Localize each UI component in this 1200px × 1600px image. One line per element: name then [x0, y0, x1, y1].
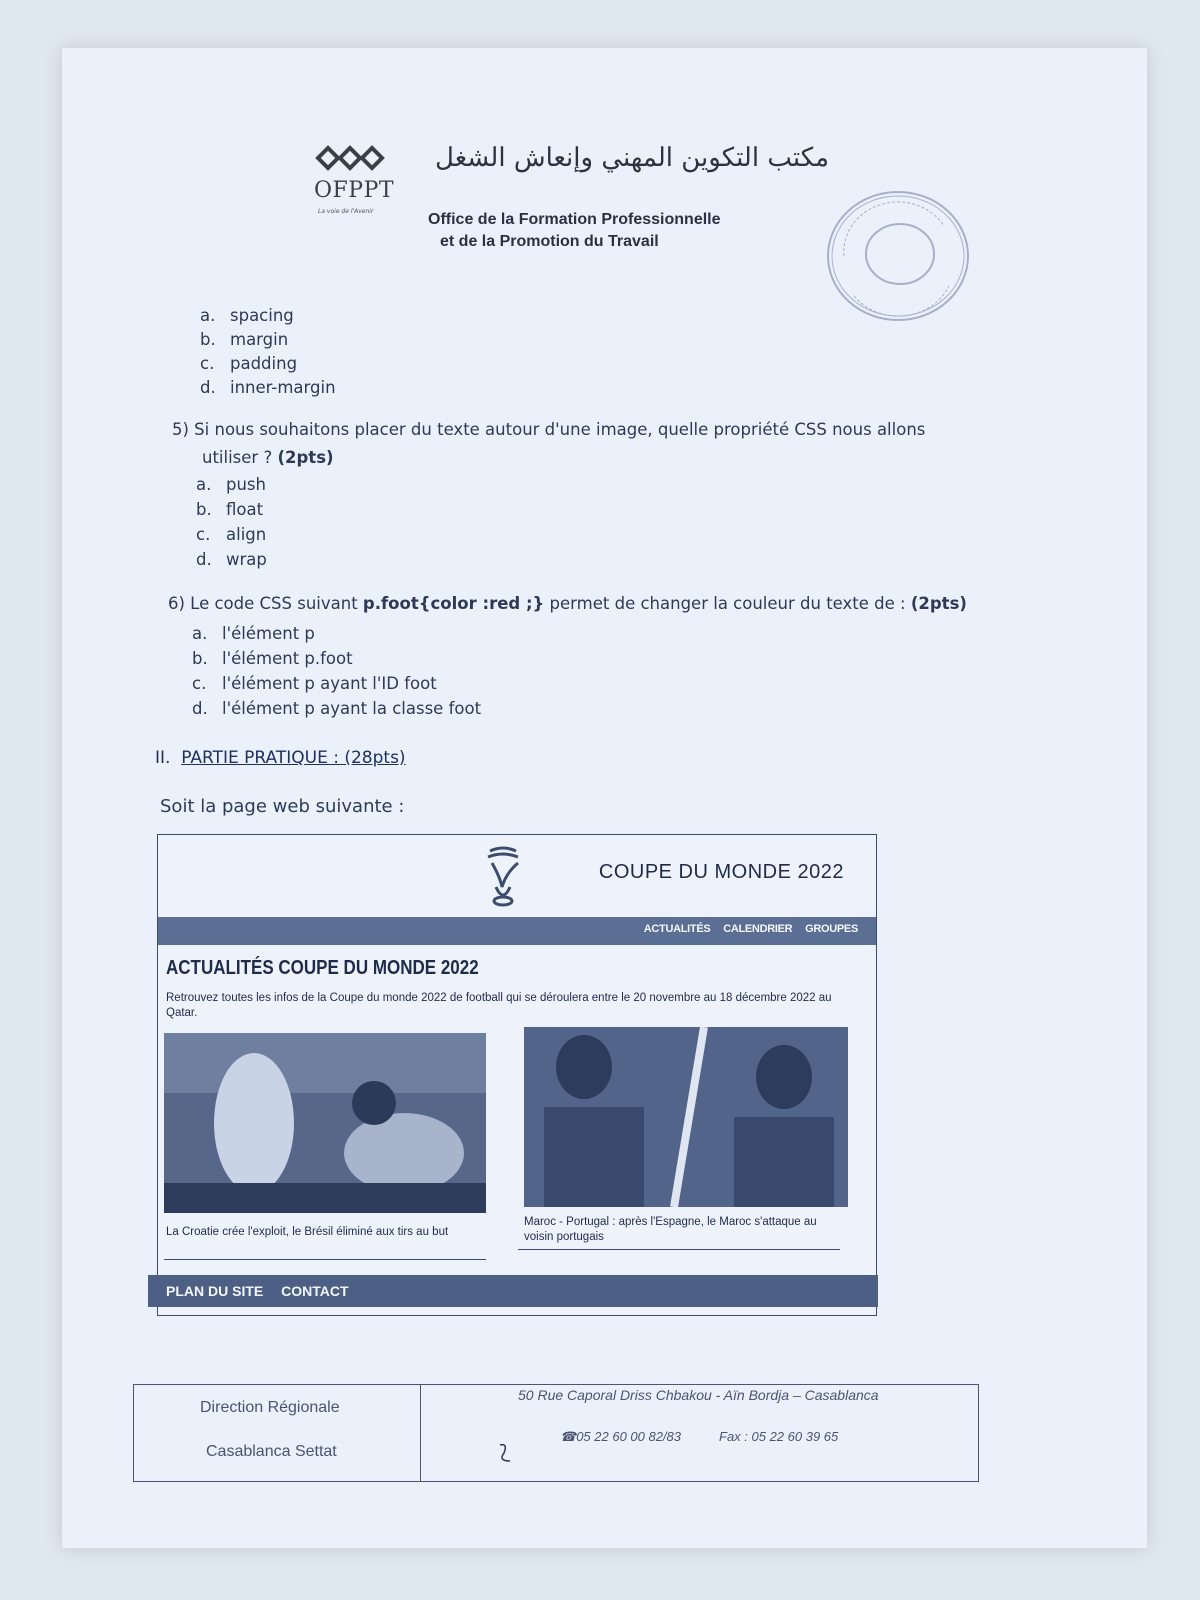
q4-option-b: b. margin [200, 330, 289, 349]
nav-actualites[interactable]: ACTUALITÉS [643, 923, 711, 935]
site-navbar [158, 917, 876, 945]
caption-divider [164, 1259, 486, 1260]
q5-option-c: c. align [196, 525, 267, 544]
q5-line1: 5) Si nous souhaitons placer du texte autour d'une image, quelle propriété CSS nous allons [172, 420, 926, 439]
ofppt-logo-text: OFPPT [314, 178, 395, 203]
q5-option-b: b. float [196, 500, 264, 519]
q4-option-d: d. inner-margin [200, 378, 336, 397]
official-stamp-icon [824, 186, 972, 326]
site-title: COUPE DU MONDE 2022 [598, 861, 844, 883]
site-nav-links [634, 923, 858, 935]
address: 50 Rue Caporal Driss Chbakou - Aïn Bordja – Casablanca [518, 1387, 879, 1403]
croatia-brazil-photo [164, 1033, 486, 1213]
q6-line: 6) Le code CSS suivant p.foot{color :red ;} permet de changer la couleur du texte de : (2pts) [168, 594, 967, 613]
q6-option-a: a. l'élément p [192, 624, 315, 643]
q4-option-a: a. spacing [200, 306, 294, 325]
footer-contact[interactable]: CONTACT [281, 1283, 349, 1299]
caption-divider [518, 1249, 840, 1250]
table-divider [420, 1385, 421, 1481]
site-heading: ACTUALITÉS COUPE DU MONDE 2022 [166, 957, 479, 979]
phone-number: ☎05 22 60 00 82/83 [560, 1429, 682, 1444]
contact-table [133, 1384, 979, 1482]
q4-option-c: c. padding [200, 354, 298, 373]
ofppt-logo-icon [315, 141, 389, 175]
site-footer-bar [148, 1275, 878, 1307]
office-name-line2: et de la Promotion du Travail [440, 233, 659, 250]
section-2-heading: II. PARTIE PRATIQUE : (28pts) [155, 748, 406, 768]
nav-groupes[interactable]: GROUPES [805, 923, 858, 935]
casablanca-settat: Casablanca Settat [206, 1443, 337, 1460]
q6-option-d: d. l'élément p ayant la classe foot [192, 699, 482, 718]
q6-option-c: c. l'élément p ayant l'ID foot [192, 674, 437, 693]
arabic-title: مكتب التكوين المهني وإنعاش الشغل [435, 143, 829, 173]
q5-line2: utiliser ? (2pts) [202, 448, 334, 467]
signature-mark-icon [492, 1441, 516, 1465]
site-intro-paragraph: Retrouvez toutes les infos de la Coupe du monde 2022 de football qui se déroulera entre le 20 novembre au 18 décembre 2022 au Qatar. [166, 992, 832, 1019]
caption-morocco: Maroc - Portugal : après l'Espagne, le Maroc s'attaque au voisin portugais [524, 1216, 817, 1243]
office-name-line1: Office de la Formation Professionnelle [428, 211, 721, 228]
caption-croatia: La Croatie crée l'exploit, le Brésil éliminé aux tirs au but [166, 1226, 449, 1238]
ofppt-logo-tagline: La voie de l'Avenir [318, 208, 374, 215]
q5-option-d: d. wrap [196, 550, 267, 569]
morocco-portugal-photo [524, 1027, 848, 1207]
intro-text: Soit la page web suivante : [160, 796, 405, 817]
site-footer-links [166, 1283, 363, 1299]
nav-calendrier[interactable]: CALENDRIER [723, 923, 793, 935]
footer-plan-du-site[interactable]: PLAN DU SITE [166, 1283, 264, 1299]
website-screenshot [157, 834, 877, 1316]
trophy-icon [480, 843, 526, 909]
fax-number: Fax : 05 22 60 39 65 [719, 1429, 839, 1444]
q6-option-b: b. l'élément p.foot [192, 649, 353, 668]
q5-option-a: a. push [196, 475, 266, 494]
direction-regionale: Direction Régionale [200, 1399, 340, 1416]
